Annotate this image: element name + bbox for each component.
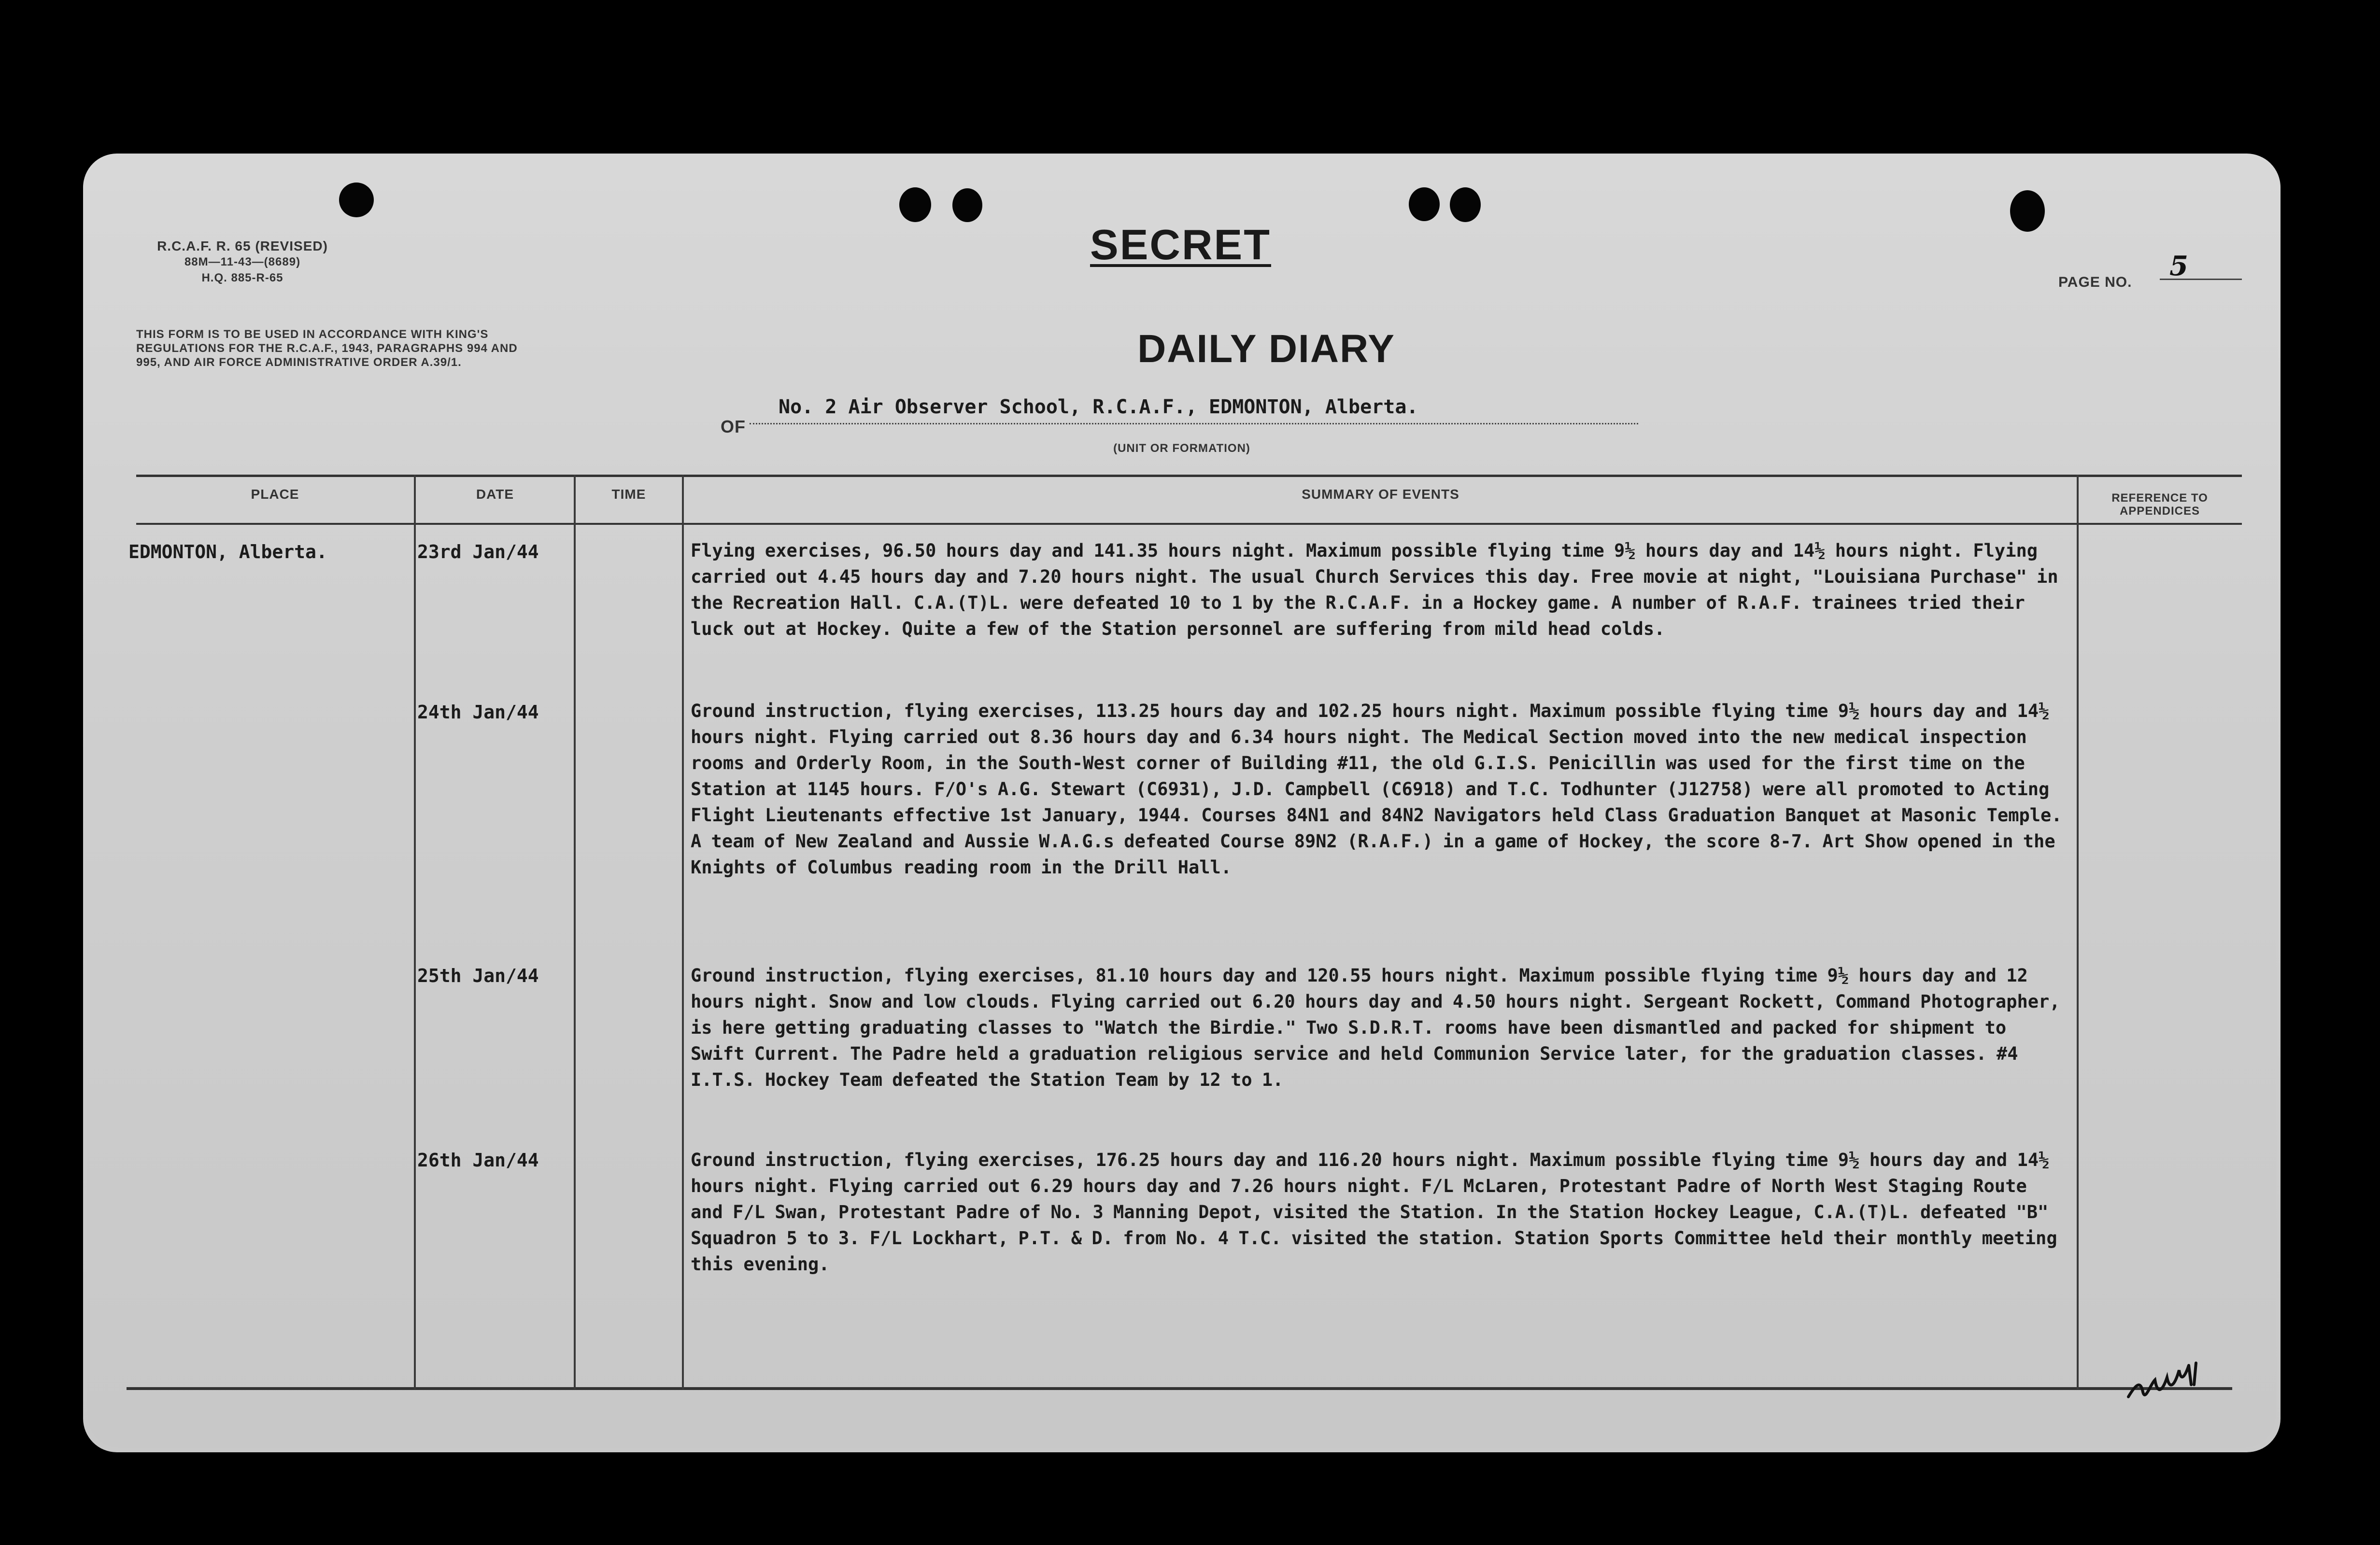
column-divider-date-time — [574, 475, 576, 1390]
diary-form-card — [83, 154, 2281, 1452]
punch-hole — [339, 183, 374, 217]
column-header-summary: SUMMARY OF EVENTS — [1302, 487, 1459, 502]
entry-date: 25th Jan/44 — [417, 965, 539, 986]
entry-place: EDMONTON, Alberta. — [128, 541, 327, 562]
unit-of-label: OF — [721, 417, 746, 436]
column-header-reference: REFERENCE TO APPENDICES — [2111, 492, 2208, 518]
form-reference — [141, 238, 344, 286]
entry-date: 23rd Jan/44 — [417, 541, 539, 562]
unit-name: No. 2 Air Observer School, R.C.A.F., EDMONTON, Alberta. — [779, 396, 1418, 418]
column-header-place: PLACE — [251, 487, 299, 502]
form-number: R.C.A.F. R. 65 (REVISED) — [157, 239, 328, 253]
punch-hole — [1450, 187, 1481, 222]
table-bottom-rule — [127, 1387, 2232, 1390]
entry-date: 26th Jan/44 — [417, 1150, 539, 1171]
column-divider-time-summary — [682, 475, 684, 1390]
header-bottom-rule — [136, 523, 2242, 525]
entry-date: 24th Jan/44 — [417, 702, 539, 723]
security-classification: SECRET — [1090, 221, 1271, 268]
print-code: 88M—11-43—(8689) — [184, 255, 301, 268]
punch-hole — [2010, 190, 2045, 232]
hq-reference: H.Q. 885-R-65 — [201, 271, 283, 284]
column-divider-summary-reference — [2077, 475, 2079, 1390]
punch-hole — [899, 187, 931, 222]
column-header-date: DATE — [476, 487, 514, 502]
entry-summary: Ground instruction, flying exercises, 113.25 hours day and 102.25 hours night. Maximum possible flying time 9½ hours day and 14½ hours night. Flying carried out 8.36 hours day and 6.34 hours night. The Medical Section moved into the new medical inspection rooms and Orderly Room, in the South-West corner of Building #11, the old G.I.S. Penicillin was used for the first time on the Station at 1145 hours. F/O's A.G. Stewart (C6931), J.D. Campbell (C6918) and T.C. Todhunter (J12758) were all promoted to Acting Flight Lieutenants effective 1st January, 1944. Courses 84N1 and 84N2 Navigators held Class Graduation Banquet at Masonic Temple. A team of New Zealand and Aussie W.A.G.s defeated Course 89N2 (R.A.F.) in a game of Hockey, the score 8-7. Art Show opened in the Knights of Columbus reading room in the Drill Hall. — [691, 701, 2062, 878]
punch-hole — [952, 188, 982, 222]
punch-hole — [1409, 187, 1440, 221]
entry-summary: Ground instruction, flying exercises, 81.10 hours day and 120.55 hours night. Maximum possible flying time 9½ hours day and 12 hours night. Snow and low clouds. Flying carried out 6.20 hours day and 4.50 hours night. Sergeant Rockett, Command Photographer, is here getting graduating classes to "Watch the Birdie." Two S.D.R.T. rooms have been dismantled and packed for shipment to Swift Current. The Padre held a graduation religious service and held Communion Service later, for the graduation classes. #4 I.T.S. Hockey Team defeated the Station Team by 12 to 1. — [691, 965, 2060, 1090]
page-number: 5 — [2160, 250, 2242, 280]
entry-summary: Ground instruction, flying exercises, 176.25 hours day and 116.20 hours night. Maximum possible flying time 9½ hours day and 14½ hours night. Flying carried out 6.29 hours day and 7.26 hours night. F/L McLaren, Protestant Padre of North West Staging Route and F/L Swan, Protestant Padre of No. 3 Manning Depot, visited the Station. In the Station Hockey League, C.A.(T)L. defeated "B" Squadron 5 to 3. F/L Lockhart, P.T. & D. from No. 4 T.C. visited the station. Station Sports Committee held their monthly meeting this evening. — [691, 1150, 2057, 1275]
page-number-label: PAGE NO. — [2058, 274, 2132, 290]
form-title: DAILY DIARY — [1137, 327, 1395, 371]
column-divider-place-date — [414, 475, 416, 1390]
unit-caption: (UNIT OR FORMATION) — [1113, 442, 1250, 455]
form-instructions: THIS FORM IS TO BE USED IN ACCORDANCE WITH KING'S REGULATIONS FOR THE R.C.A.F., 1943, PARAGRAPHS 994 AND 995, AND AIR FORCE ADMINISTRATIVE ORDER A.39/1. — [136, 328, 518, 369]
column-header-time: TIME — [611, 487, 646, 502]
table-top-rule — [136, 475, 2242, 477]
entry-summary: Flying exercises, 96.50 hours day and 141.35 hours night. Maximum possible flying time 9½ hours day and 14½ hours night. Flying carried out 4.45 hours day and 7.20 hours night. The usual Church Services this day. Free movie at night, "Louisiana Purchase" in the Recreation Hall. C.A.(T)L. were defeated 10 to 1 by the R.C.A.F. in a Hockey game. A number of R.A.F. trainees tried their luck out at Hockey. Quite a few of the Station personnel are suffering from mild head colds. — [691, 540, 2058, 639]
handwritten-initials — [2124, 1351, 2220, 1409]
